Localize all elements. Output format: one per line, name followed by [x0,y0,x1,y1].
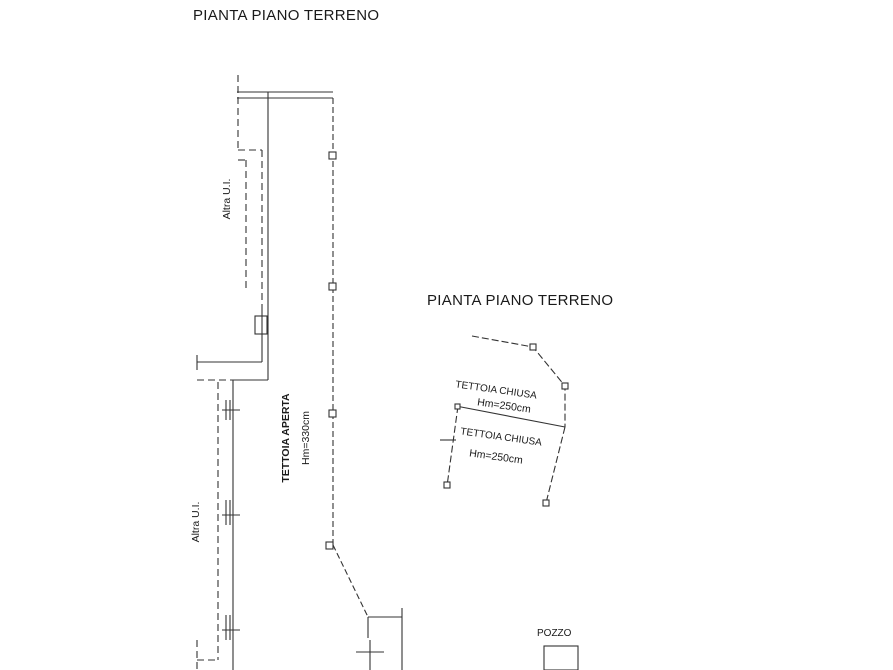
plan-1-title: PIANTA PIANO TERRENO [193,7,380,24]
lower-canopy-height: Hm=250cm [468,447,524,467]
bottom-entry [356,608,402,670]
neighbor-boundary-mid [197,310,262,380]
well-label: POZZO [537,628,572,639]
open-canopy-name: TETTOIA APERTA [280,393,292,483]
neighbor-unit-label-bottom: Altra U.I. [190,501,202,543]
upper-canopy-height: Hm=250cm [476,396,532,416]
plan-2-title: PIANTA PIANO TERRENO [427,292,614,309]
upper-canopy-name: TETTOIA CHIUSA [454,379,538,402]
open-canopy-outline [333,98,368,617]
left-exterior-wall [233,92,333,670]
wall-opening-marks [222,316,267,640]
open-canopy-height: Hm=330cm [300,411,312,465]
lower-canopy-name: TETTOIA CHIUSA [459,426,543,449]
neighbor-unit-label-top: Altra U.I. [221,178,233,220]
neighbor-boundary-top [238,75,262,310]
well-outline [544,646,578,670]
canopy-posts [326,152,336,549]
